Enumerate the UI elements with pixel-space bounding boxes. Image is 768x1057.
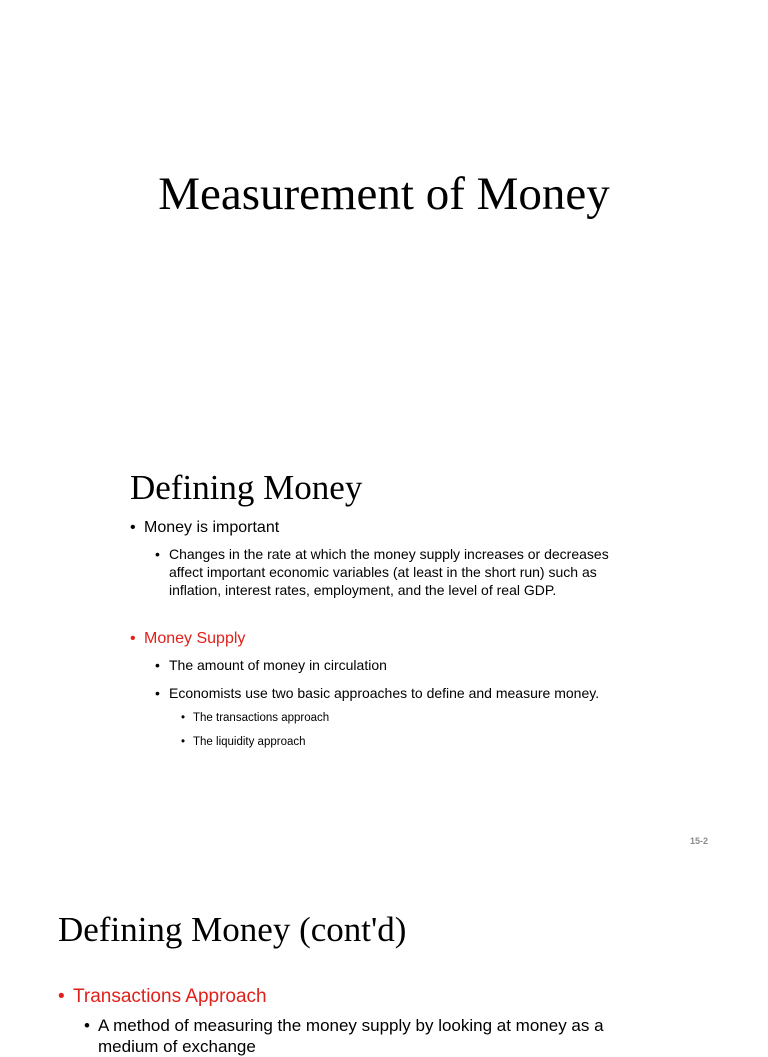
bullet-text: Money is important xyxy=(144,519,280,536)
slide-title-page xyxy=(0,0,768,432)
bullet-text: A method of measuring the money supply by looking at money as a medium of exchange xyxy=(98,1016,604,1056)
bullet-icon: • xyxy=(155,657,160,673)
bullet-icon: • xyxy=(181,736,186,748)
slide-title: Defining Money xyxy=(130,468,363,507)
sub-bullet-amount xyxy=(155,656,655,674)
bullet-text: Changes in the rate at which the money supply increases or decreases affect important economic variables (at least in the short run) such as inflation, interest rates, employment, and the level of real GDP. xyxy=(169,546,609,598)
slide-title: Defining Money (cont'd) xyxy=(58,910,407,949)
bullet-text: The liquidity approach xyxy=(193,736,306,748)
sub-bullet-method xyxy=(84,1015,644,1057)
bullet-text: Economists use two basic approaches to define and measure money. xyxy=(169,685,600,701)
presentation-title: Measurement of Money xyxy=(158,168,610,220)
bullet-icon: • xyxy=(155,546,160,562)
bullet-icon: • xyxy=(130,519,136,536)
bullet-text: Money Supply xyxy=(144,630,246,647)
slide-defining-money xyxy=(0,432,768,864)
sub-sub-bullet-liquidity xyxy=(181,735,581,749)
bullet-icon: • xyxy=(181,712,186,724)
bullet-icon: • xyxy=(58,986,65,1007)
page-number: 15-2 xyxy=(689,836,708,846)
bullet-text: Transactions Approach xyxy=(73,986,267,1007)
sub-bullet-changes xyxy=(155,545,635,599)
bullet-icon: • xyxy=(155,685,160,701)
bullet-icon: • xyxy=(84,1016,90,1035)
sub-sub-bullet-transactions xyxy=(181,711,581,725)
bullet-money-supply xyxy=(130,629,630,649)
slide-defining-money-contd xyxy=(0,864,768,1056)
bullet-icon: • xyxy=(130,630,136,647)
bullet-transactions-approach xyxy=(58,985,658,1009)
bullet-money-important xyxy=(130,518,630,538)
bullet-text: The amount of money in circulation xyxy=(169,657,387,673)
bullet-text: The transactions approach xyxy=(193,712,330,724)
sub-bullet-approaches xyxy=(155,684,695,702)
